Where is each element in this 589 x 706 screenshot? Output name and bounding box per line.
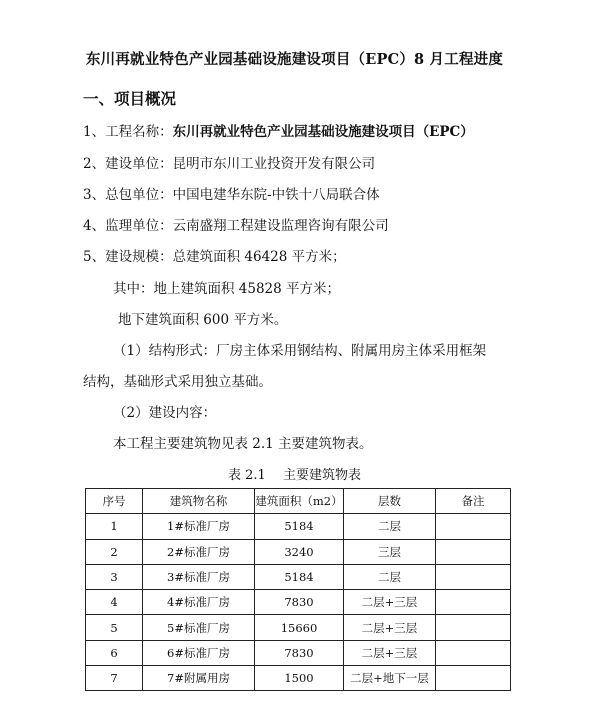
table-row — [86, 564, 511, 589]
cell-remarks — [436, 590, 511, 615]
item-label: 1、工程名称： — [83, 124, 173, 140]
cell-floor-area: 5184 — [255, 564, 344, 589]
cell-remarks — [436, 564, 511, 589]
cell-index: 6 — [86, 640, 143, 665]
cell-floor-area: 7830 — [255, 590, 344, 615]
cell-floors: 二层+地下一层 — [344, 666, 436, 691]
structure-form-line-1: （1）结构形式：厂房主体采用钢结构、附属用房主体采用框架 — [113, 343, 487, 359]
cell-building-name: 5#标准厂房 — [143, 615, 255, 640]
content-heading: （2）建设内容： — [113, 405, 217, 421]
item-project-name — [83, 123, 474, 141]
header-floors: 层数 — [344, 489, 436, 514]
item-value: 云南盛翔工程建设监理咨询有限公司 — [172, 218, 389, 234]
table-row — [86, 640, 511, 665]
content-text: 本工程主要建筑物见表 2.1 主要建筑物表。 — [113, 436, 373, 452]
document-title: 东川再就业特色产业园基础设施建设项目（EPC）8 月工程进度 — [85, 51, 504, 68]
cell-remarks — [436, 514, 511, 539]
cell-floors: 二层+三层 — [344, 615, 436, 640]
table-row — [86, 666, 511, 691]
cell-index: 2 — [86, 539, 143, 564]
structure-form-line-2: 结构，基础形式采用独立基础。 — [83, 374, 272, 390]
item-value: 总建筑面积 46428 平方米； — [172, 249, 346, 265]
item-label: 5、建设规模： — [83, 249, 173, 265]
buildings-table — [85, 488, 511, 691]
item-scale — [83, 248, 346, 266]
scale-detail-underground: 地下建筑面积 600 平方米。 — [118, 312, 288, 328]
cell-index: 4 — [86, 590, 143, 615]
item-developer — [83, 155, 375, 173]
cell-building-name: 4#标准厂房 — [143, 590, 255, 615]
table-row — [86, 615, 511, 640]
cell-floor-area: 15660 — [255, 615, 344, 640]
scale-detail-above-ground: 其中：地上建筑面积 45828 平方米； — [113, 281, 341, 297]
cell-floors: 三层 — [344, 539, 436, 564]
cell-remarks — [436, 666, 511, 691]
cell-index: 5 — [86, 615, 143, 640]
cell-building-name: 7#附属用房 — [143, 666, 255, 691]
cell-floor-area: 1500 — [255, 666, 344, 691]
cell-building-name: 2#标准厂房 — [143, 539, 255, 564]
item-label: 4、监理单位： — [83, 218, 173, 234]
cell-floors: 二层+三层 — [344, 590, 436, 615]
table-caption: 表 2.1 主要建筑物表 — [228, 468, 361, 483]
cell-floors: 二层 — [344, 564, 436, 589]
header-floor-area: 建筑面积（m2） — [255, 489, 344, 514]
header-remarks: 备注 — [436, 489, 511, 514]
table-header-row — [86, 489, 511, 514]
cell-floors: 二层 — [344, 514, 436, 539]
header-building-name: 建筑物名称 — [143, 489, 255, 514]
cell-index: 1 — [86, 514, 143, 539]
item-value: 东川再就业特色产业园基础设施建设项目（EPC） — [172, 124, 474, 140]
cell-remarks — [436, 615, 511, 640]
section-heading-project-overview: 一、项目概况 — [83, 89, 177, 108]
cell-building-name: 3#标准厂房 — [143, 564, 255, 589]
cell-floor-area: 3240 — [255, 539, 344, 564]
item-supervisor — [83, 217, 389, 235]
cell-remarks — [436, 539, 511, 564]
item-value: 昆明市东川工业投资开发有限公司 — [172, 156, 376, 172]
cell-building-name: 1#标准厂房 — [143, 514, 255, 539]
header-index: 序号 — [86, 489, 143, 514]
cell-building-name: 6#标准厂房 — [143, 640, 255, 665]
table-row — [86, 539, 511, 564]
cell-floor-area: 5184 — [255, 514, 344, 539]
item-label: 2、建设单位： — [83, 156, 173, 172]
cell-floors: 二层+三层 — [344, 640, 436, 665]
item-label: 3、总包单位： — [83, 187, 173, 203]
item-value: 中国电建华东院-中铁十八局联合体 — [172, 187, 380, 203]
table-row — [86, 514, 511, 539]
cell-index: 7 — [86, 666, 143, 691]
cell-index: 3 — [86, 564, 143, 589]
cell-remarks — [436, 640, 511, 665]
table-row — [86, 590, 511, 615]
cell-floor-area: 7830 — [255, 640, 344, 665]
item-contractor — [83, 186, 380, 204]
